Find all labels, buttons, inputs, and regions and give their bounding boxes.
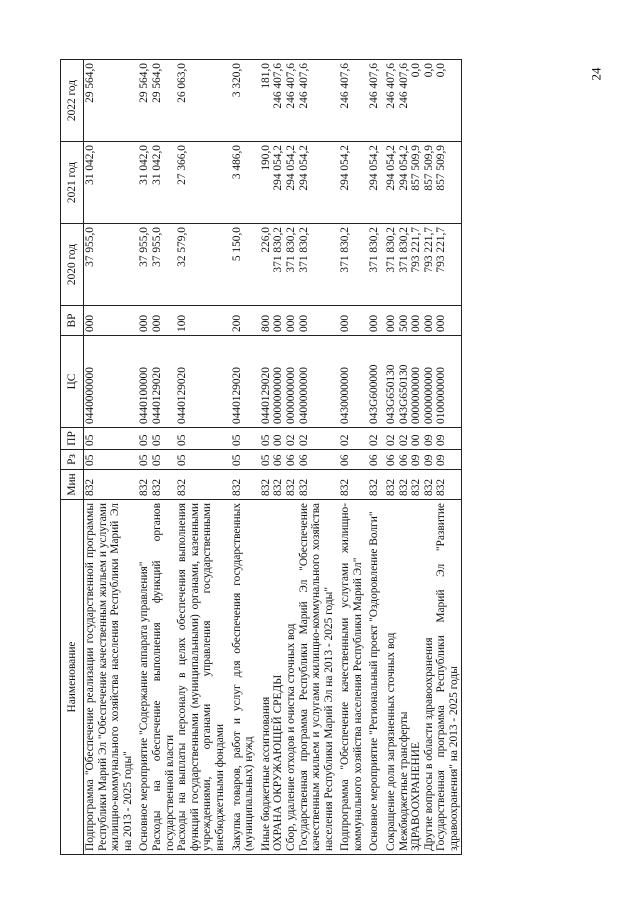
budget-table <box>60 59 462 855</box>
cell-min: 832 <box>272 470 285 500</box>
table-row <box>138 60 151 855</box>
cell-rz: 09 <box>423 450 436 470</box>
cell-y2022: 0,0 <box>410 60 423 142</box>
cell-y2021: 3 486,0 <box>231 142 260 224</box>
cell-y2021: 294 054,2 <box>368 142 385 224</box>
table-row <box>151 60 176 855</box>
cell-pr: 00 <box>272 428 285 450</box>
cell-vr: 000 <box>285 306 298 336</box>
cell-y2021: 857 509,9 <box>435 142 461 224</box>
cell-vr: 000 <box>138 306 151 336</box>
cell-cs: 043G650130 <box>398 336 411 428</box>
cell-name: ЗДРАВООХРАНЕНИЕ <box>410 500 423 855</box>
cell-y2021: 294 054,2 <box>339 142 368 224</box>
cell-y2022: 0,0 <box>435 60 461 142</box>
table-row <box>339 60 368 855</box>
cell-cs: 0440100000 <box>138 336 151 428</box>
cell-vr: 000 <box>339 306 368 336</box>
cell-y2020: 37 955,0 <box>138 224 151 306</box>
cell-name: Государственная программа Республики Марий Эл "Обеспечение качественным жильем и услугами жилищно-коммунального хозяйства населения Республики Марий Эл на 2013 - 2025 годы" <box>298 500 340 855</box>
cell-y2020: 793 221,7 <box>435 224 461 306</box>
cell-y2020: 37 955,0 <box>151 224 176 306</box>
cell-pr: 02 <box>368 428 385 450</box>
cell-vr: 100 <box>176 306 230 336</box>
cell-rz: 05 <box>151 450 176 470</box>
cell-cs: 0000000000 <box>272 336 285 428</box>
table-row <box>410 60 423 855</box>
cell-min: 832 <box>285 470 298 500</box>
cell-rz: 06 <box>385 450 398 470</box>
cell-vr: 000 <box>410 306 423 336</box>
cell-cs: 0440000000 <box>84 336 139 428</box>
cell-rz: 06 <box>398 450 411 470</box>
cell-cs: 0000000000 <box>285 336 298 428</box>
cell-rz: 09 <box>435 450 461 470</box>
header-rz: Рз <box>61 450 84 470</box>
header-2022: 2022 год <box>61 60 84 142</box>
cell-y2020: 32 579,0 <box>176 224 230 306</box>
header-2020: 2020 год <box>61 224 84 306</box>
cell-name: Подпрограмма "Обеспечение качественными услугами жилищно-коммунального хозяйства населения Республики Марий Эл" <box>339 500 368 855</box>
cell-min: 832 <box>423 470 436 500</box>
cell-y2021: 31 042,0 <box>84 142 139 224</box>
cell-y2022: 246 407,6 <box>368 60 385 142</box>
cell-pr: 05 <box>176 428 230 450</box>
cell-vr: 000 <box>435 306 461 336</box>
cell-y2022: 246 407,6 <box>272 60 285 142</box>
cell-y2021: 294 054,2 <box>398 142 411 224</box>
budget-table-rotated <box>60 60 615 855</box>
cell-pr: 02 <box>398 428 411 450</box>
cell-min: 832 <box>339 470 368 500</box>
cell-y2020: 371 830,2 <box>385 224 398 306</box>
cell-vr: 000 <box>385 306 398 336</box>
header-pr: ПР <box>61 428 84 450</box>
cell-y2022: 246 407,6 <box>285 60 298 142</box>
cell-rz: 06 <box>272 450 285 470</box>
cell-rz: 06 <box>298 450 340 470</box>
cell-min: 832 <box>435 470 461 500</box>
table-row <box>260 60 273 855</box>
cell-y2020: 371 830,2 <box>398 224 411 306</box>
cell-y2022: 0,0 <box>423 60 436 142</box>
cell-y2020: 793 221,7 <box>423 224 436 306</box>
table-row <box>231 60 260 855</box>
cell-name: Межбюджетные трансферты <box>398 500 411 855</box>
table-row <box>285 60 298 855</box>
cell-rz: 06 <box>368 450 385 470</box>
cell-rz: 09 <box>410 450 423 470</box>
table-row <box>84 60 139 855</box>
cell-min: 832 <box>231 470 260 500</box>
cell-y2022: 3 320,0 <box>231 60 260 142</box>
cell-vr: 000 <box>368 306 385 336</box>
cell-vr: 500 <box>398 306 411 336</box>
cell-y2021: 857 509,9 <box>410 142 423 224</box>
cell-min: 832 <box>368 470 385 500</box>
cell-rz: 05 <box>176 450 230 470</box>
cell-min: 832 <box>385 470 398 500</box>
cell-y2022: 246 407,6 <box>339 60 368 142</box>
cell-y2022: 246 407,6 <box>385 60 398 142</box>
cell-cs: 0400000000 <box>298 336 340 428</box>
cell-min: 832 <box>84 470 139 500</box>
cell-y2021: 31 042,0 <box>138 142 151 224</box>
cell-pr: 02 <box>285 428 298 450</box>
cell-y2020: 5 150,0 <box>231 224 260 306</box>
table-header <box>61 60 84 855</box>
cell-y2020: 371 830,2 <box>368 224 385 306</box>
cell-min: 832 <box>298 470 340 500</box>
cell-pr: 05 <box>84 428 139 450</box>
cell-y2021: 31 042,0 <box>151 142 176 224</box>
cell-cs: 0000000000 <box>410 336 423 428</box>
cell-pr: 09 <box>423 428 436 450</box>
cell-vr: 000 <box>272 306 285 336</box>
cell-pr: 05 <box>151 428 176 450</box>
cell-y2022: 246 407,6 <box>298 60 340 142</box>
cell-pr: 00 <box>410 428 423 450</box>
header-name: Наименование <box>61 500 84 855</box>
cell-cs: 0430000000 <box>339 336 368 428</box>
cell-name: Другие вопросы в области здравоохранения <box>423 500 436 855</box>
table-body <box>84 60 462 855</box>
header-vr: ВР <box>61 306 84 336</box>
cell-y2022: 181,0 <box>260 60 273 142</box>
table-row <box>298 60 340 855</box>
cell-rz: 06 <box>285 450 298 470</box>
cell-y2022: 26 063,0 <box>176 60 230 142</box>
header-cs: ЦС <box>61 336 84 428</box>
cell-name: Расходы на выплаты персоналу в целях обеспечения выполнения функций государственными (муниципальными) органами, казенными учреждениями, органами управления государственными внебюджетными фондами <box>176 500 230 855</box>
cell-y2022: 29 564,0 <box>84 60 139 142</box>
cell-rz: 05 <box>84 450 139 470</box>
cell-y2022: 246 407,6 <box>398 60 411 142</box>
cell-y2021: 294 054,2 <box>272 142 285 224</box>
cell-cs: 0440129020 <box>176 336 230 428</box>
header-min: Мин <box>61 470 84 500</box>
cell-name: Сокращение доли загрязненных сточных вод <box>385 500 398 855</box>
cell-y2021: 27 366,0 <box>176 142 230 224</box>
cell-name: Иные бюджетные ассигнования <box>260 500 273 855</box>
cell-vr: 000 <box>151 306 176 336</box>
cell-y2021: 294 054,2 <box>298 142 340 224</box>
cell-name: Государственная программа Республики Марий Эл "Развитие здравоохранения" на 2013 - 2025 годы <box>435 500 461 855</box>
cell-name: ОХРАНА ОКРУЖАЮЩЕЙ СРЕДЫ <box>272 500 285 855</box>
cell-vr: 000 <box>84 306 139 336</box>
cell-min: 832 <box>398 470 411 500</box>
cell-pr: 02 <box>298 428 340 450</box>
cell-cs: 043G600000 <box>368 336 385 428</box>
cell-y2021: 294 054,2 <box>385 142 398 224</box>
cell-y2022: 29 564,0 <box>151 60 176 142</box>
table-row <box>435 60 461 855</box>
cell-min: 832 <box>138 470 151 500</box>
cell-vr: 800 <box>260 306 273 336</box>
cell-rz: 05 <box>138 450 151 470</box>
cell-cs: 0440129020 <box>260 336 273 428</box>
cell-cs: 0000000000 <box>423 336 436 428</box>
cell-pr: 09 <box>435 428 461 450</box>
cell-name: Закупка товаров, работ и услуг для обеспечения государственных (муниципальных) нужд <box>231 500 260 855</box>
cell-y2021: 294 054,2 <box>285 142 298 224</box>
cell-pr: 02 <box>385 428 398 450</box>
cell-name: Расходы на обеспечение выполнения функций органов государственной власти <box>151 500 176 855</box>
table-row <box>176 60 230 855</box>
cell-y2020: 226,0 <box>260 224 273 306</box>
cell-y2021: 857 509,9 <box>423 142 436 224</box>
cell-rz: 06 <box>339 450 368 470</box>
cell-y2020: 371 830,2 <box>339 224 368 306</box>
cell-y2020: 371 830,2 <box>285 224 298 306</box>
table-row <box>398 60 411 855</box>
cell-name: Подпрограмма "Обеспечение реализации государственной программы Республики Марий Эл "Обеспечение качественным жильем и услугами жилищно-коммунального хозяйства населения Республики Марий Эл на 2013 - 2025 годы" <box>84 500 139 855</box>
cell-vr: 000 <box>423 306 436 336</box>
page-number: 24 <box>588 67 604 81</box>
cell-vr: 000 <box>298 306 340 336</box>
cell-min: 832 <box>410 470 423 500</box>
table-row <box>368 60 385 855</box>
table-row <box>385 60 398 855</box>
cell-cs: 0100000000 <box>435 336 461 428</box>
cell-pr: 02 <box>339 428 368 450</box>
cell-y2020: 793 221,7 <box>410 224 423 306</box>
cell-pr: 05 <box>260 428 273 450</box>
cell-pr: 05 <box>231 428 260 450</box>
cell-y2022: 29 564,0 <box>138 60 151 142</box>
cell-name: Сбор, удаление отходов и очистка сточных вод <box>285 500 298 855</box>
table-row <box>423 60 436 855</box>
cell-min: 832 <box>151 470 176 500</box>
cell-cs: 0440129020 <box>231 336 260 428</box>
cell-name: Основное мероприятие "Содержание аппарата управления" <box>138 500 151 855</box>
cell-min: 832 <box>260 470 273 500</box>
cell-y2020: 371 830,2 <box>272 224 285 306</box>
cell-y2021: 190,0 <box>260 142 273 224</box>
table-row <box>272 60 285 855</box>
cell-y2020: 37 955,0 <box>84 224 139 306</box>
cell-rz: 05 <box>231 450 260 470</box>
cell-rz: 05 <box>260 450 273 470</box>
cell-y2020: 371 830,2 <box>298 224 340 306</box>
cell-vr: 200 <box>231 306 260 336</box>
header-2021: 2021 год <box>61 142 84 224</box>
cell-min: 832 <box>176 470 230 500</box>
cell-cs: 043G650130 <box>385 336 398 428</box>
cell-pr: 05 <box>138 428 151 450</box>
cell-cs: 0440129020 <box>151 336 176 428</box>
cell-name: Основное мероприятие "Региональный проект "Оздоровление Волги" <box>368 500 385 855</box>
